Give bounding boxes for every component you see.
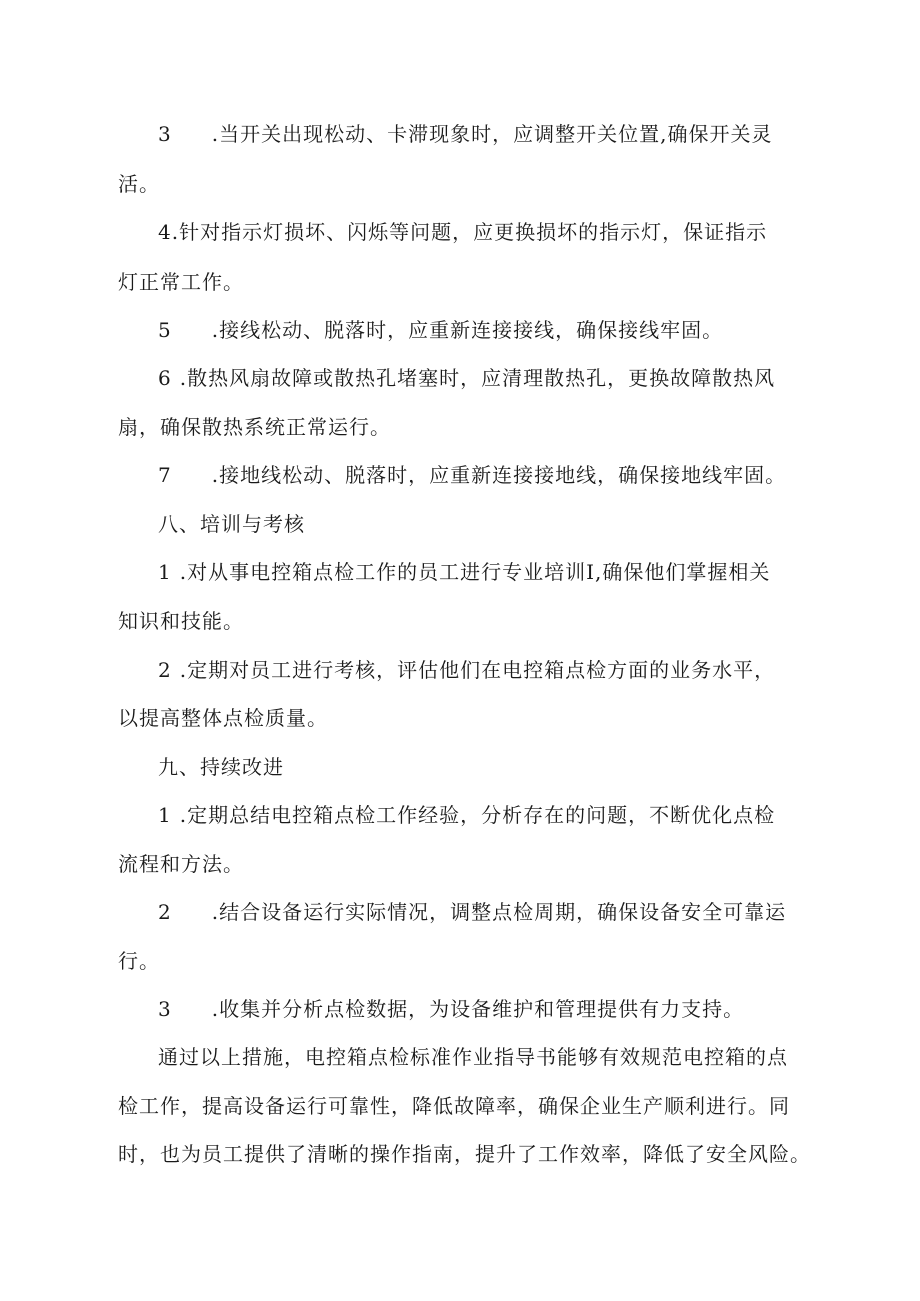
conclusion-line-2 bbox=[118, 1092, 790, 1120]
item-text: .对从事电控箱点检工作的员工进行专业培训I,确保他们掌握相关 bbox=[179, 560, 771, 584]
section-heading-8 bbox=[158, 510, 305, 538]
item-number: 2 bbox=[158, 658, 172, 682]
item-number: 2 bbox=[158, 900, 172, 924]
item-text: .散热风扇故障或散热孔堵塞时，应清理散热孔，更换故障散热风 bbox=[179, 366, 776, 390]
paragraph-text: 通过以上措施，电控箱点检标准作业指导书能够有效规范电控箱的点 bbox=[158, 1045, 788, 1069]
list-item-3-line1 bbox=[158, 120, 772, 148]
item-text-continued: 活。 bbox=[118, 172, 160, 196]
list-item-5-line1 bbox=[158, 316, 723, 344]
item-text-continued: 灯正常工作。 bbox=[118, 270, 244, 294]
section8-item-1-line1 bbox=[158, 558, 770, 586]
item-number: 4 bbox=[158, 220, 172, 244]
item-text-continued: 流程和方法。 bbox=[118, 852, 244, 876]
item-text-continued: 行。 bbox=[118, 949, 160, 973]
section9-item-2-line1 bbox=[158, 898, 786, 926]
section-heading-9 bbox=[158, 753, 284, 781]
list-item-4-line2 bbox=[118, 268, 244, 296]
section8-item-2-line1 bbox=[158, 656, 775, 684]
section-title: 九、持续改进 bbox=[158, 755, 284, 779]
item-number: 1 bbox=[158, 803, 172, 827]
item-text: .定期对员工进行考核，评估他们在电控箱点检方面的业务水平， bbox=[179, 658, 776, 682]
conclusion-line-3 bbox=[118, 1140, 811, 1168]
list-item-7-line1 bbox=[158, 461, 786, 489]
item-text: .当开关出现松动、卡滞现象时，应调整开关位置,确保开关灵 bbox=[211, 122, 773, 146]
item-text: .结合设备运行实际情况，调整点检周期，确保设备安全可靠运 bbox=[211, 900, 787, 924]
section9-item-3-line1 bbox=[158, 995, 744, 1023]
section-title: 八、培训与考核 bbox=[158, 512, 305, 536]
list-item-6-line2 bbox=[118, 413, 391, 441]
item-text-continued: 扇，确保散热系统正常运行。 bbox=[118, 415, 391, 439]
conclusion-line-1 bbox=[158, 1043, 788, 1071]
item-text-continued: 以提高整体点检质量。 bbox=[118, 706, 328, 730]
item-text: .接地线松动、脱落时，应重新连接接地线，确保接地线牢固。 bbox=[211, 463, 787, 487]
item-text: .接线松动、脱落时，应重新连接接线，确保接线牢固。 bbox=[211, 318, 724, 342]
item-number: 6 bbox=[158, 366, 172, 390]
section9-item-1-line2 bbox=[118, 850, 244, 878]
item-number: 3 bbox=[158, 122, 172, 146]
section8-item-2-line2 bbox=[118, 704, 328, 732]
item-number: 5 bbox=[158, 318, 172, 342]
item-number: 7 bbox=[158, 463, 172, 487]
item-number: 1 bbox=[158, 560, 172, 584]
item-number: 3 bbox=[158, 997, 172, 1021]
section9-item-2-line2 bbox=[118, 947, 160, 975]
paragraph-text: 检工作，提高设备运行可靠性，降低故障率，确保企业生产顺利进行。同 bbox=[118, 1094, 790, 1118]
item-text-continued: 知识和技能。 bbox=[118, 609, 244, 633]
paragraph-text: 时，也为员工提供了清晰的操作指南，提升了工作效率，降低了安全风险。 bbox=[118, 1142, 811, 1166]
list-item-3-line2 bbox=[118, 170, 160, 198]
list-item-6-line1 bbox=[158, 364, 775, 392]
item-text: .定期总结电控箱点检工作经验，分析存在的问题，不断优化点检 bbox=[179, 803, 776, 827]
section9-item-1-line1 bbox=[158, 801, 775, 829]
item-text: .收集并分析点检数据，为设备维护和管理提供有力支持。 bbox=[211, 997, 745, 1021]
section8-item-1-line2 bbox=[118, 607, 244, 635]
item-text: .针对指示灯损坏、闪烁等问题，应更换损坏的指示灯，保证指示 bbox=[171, 220, 768, 244]
list-item-4-line1 bbox=[158, 218, 767, 246]
